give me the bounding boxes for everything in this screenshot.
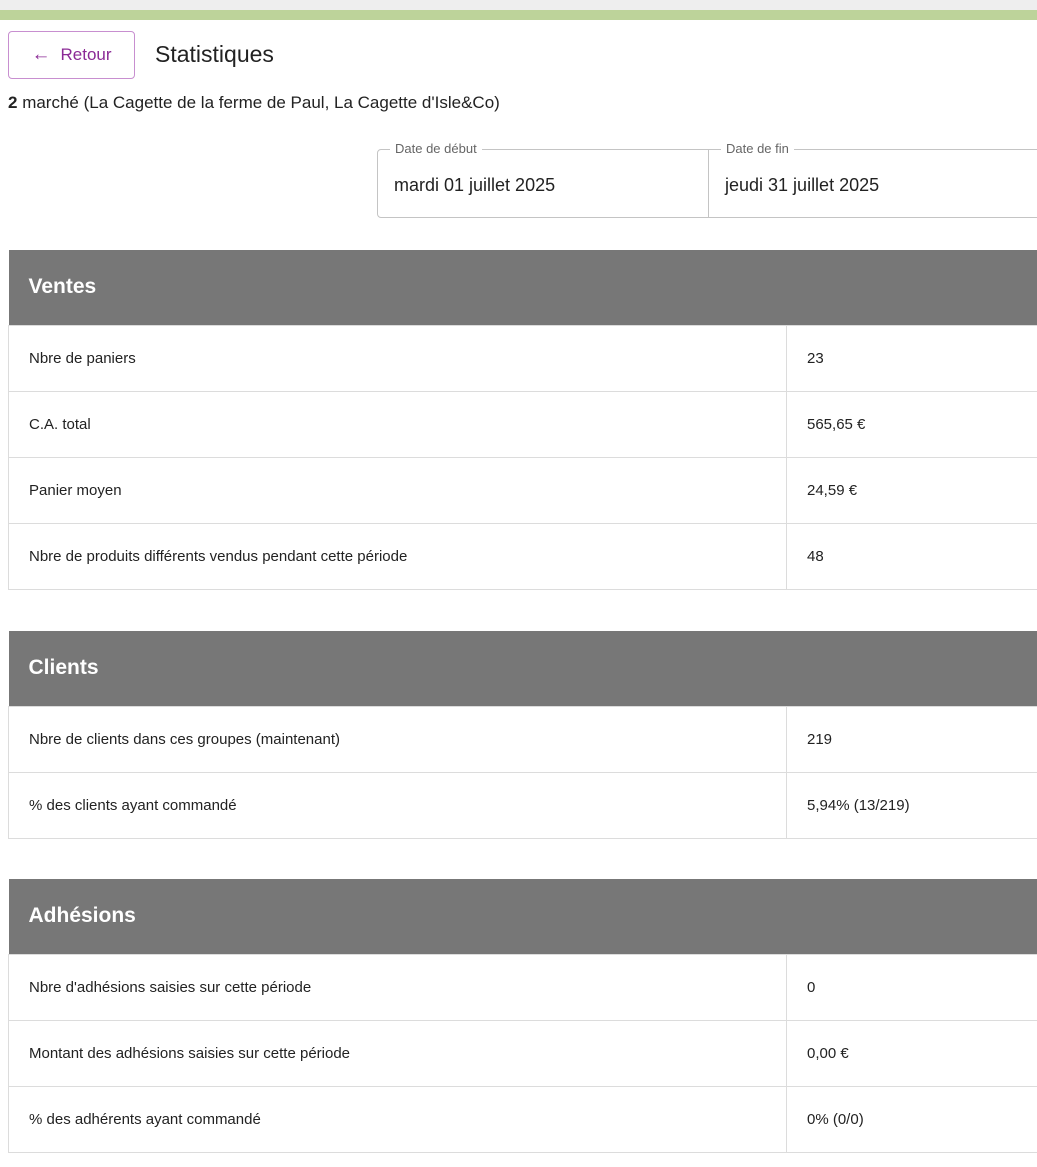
row-value: 23: [787, 325, 1037, 391]
table-row: [9, 523, 1037, 589]
back-button[interactable]: [8, 31, 135, 79]
start-date-label: Date de début: [390, 141, 482, 156]
table-row: [9, 457, 1037, 523]
start-date-field[interactable]: [377, 141, 709, 218]
row-value: 24,59 €: [787, 457, 1037, 523]
row-value: 565,65 €: [787, 391, 1037, 457]
browser-top-strip: [0, 0, 1037, 10]
row-value: 0,00 €: [787, 1020, 1037, 1086]
end-date-value: jeudi 31 juillet 2025: [725, 175, 880, 195]
table-row: [9, 706, 1037, 772]
arrow-left-icon: ←: [31, 44, 51, 65]
market-summary: [8, 93, 500, 113]
memberships-table: [8, 879, 1037, 1153]
row-label: % des adhérents ayant commandé: [9, 1086, 787, 1152]
market-list: marché (La Cagette de la ferme de Paul, La Cagette d'Isle&Co): [17, 93, 500, 112]
end-date-field[interactable]: [708, 141, 1037, 218]
row-value: 48: [787, 523, 1037, 589]
page-title: Statistiques: [155, 41, 274, 67]
table-row: [9, 954, 1037, 1020]
section-title: Ventes: [9, 250, 1037, 325]
row-value: 219: [787, 706, 1037, 772]
row-label: C.A. total: [9, 391, 787, 457]
start-date-value: mardi 01 juillet 2025: [394, 175, 556, 195]
table-row: [9, 325, 1037, 391]
end-date-label: Date de fin: [721, 141, 794, 156]
section-title: Adhésions: [9, 879, 1037, 954]
row-label: Montant des adhésions saisies sur cette période: [9, 1020, 787, 1086]
row-label: Nbre de paniers: [9, 325, 787, 391]
table-row: [9, 772, 1037, 838]
table-row: [9, 391, 1037, 457]
section-title: Clients: [9, 631, 1037, 706]
clients-table: [8, 631, 1037, 839]
row-value: 0% (0/0): [787, 1086, 1037, 1152]
row-label: Panier moyen: [9, 457, 787, 523]
sales-table: [8, 250, 1037, 590]
app-accent-bar: [0, 10, 1037, 20]
table-row: [9, 1020, 1037, 1086]
row-label: Nbre de clients dans ces groupes (maintenant): [9, 706, 787, 772]
row-label: Nbre d'adhésions saisies sur cette période: [9, 954, 787, 1020]
table-row: [9, 1086, 1037, 1152]
row-label: Nbre de produits différents vendus pendant cette période: [9, 523, 787, 589]
back-label: Retour: [60, 45, 112, 64]
row-value: 0: [787, 954, 1037, 1020]
market-count: 2: [8, 93, 18, 112]
row-value: 5,94% (13/219): [787, 772, 1037, 838]
row-label: % des clients ayant commandé: [9, 772, 787, 838]
